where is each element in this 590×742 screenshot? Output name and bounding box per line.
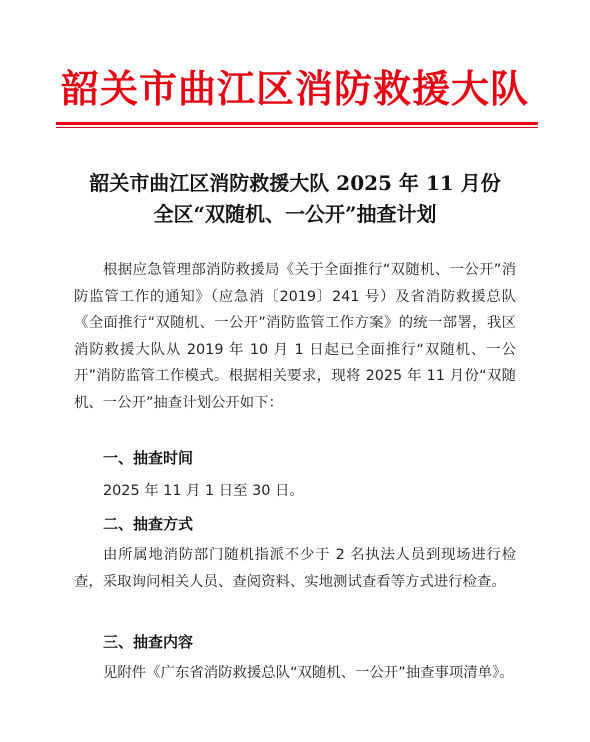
document-title-line-2: 全区“双随机、一公开”抽查计划 xyxy=(153,202,437,226)
document-title-line-1: 韶关市曲江区消防救援大队 2025 年 11 月份 xyxy=(89,171,501,195)
section-heading-method: 二、抽查方式 xyxy=(103,515,194,533)
section-text-method: 由所属地消防部门随机指派不少于 2 名执法人员到现场进行检查，采取询问相关人员、查阅资料、实地测试查看等方式进行检查。 xyxy=(74,547,516,590)
section-heading-content: 三、抽查内容 xyxy=(103,633,194,651)
letterhead-divider-thin xyxy=(56,127,538,128)
section-text-time: 2025 年 11 月 1 日至 30 日。 xyxy=(103,483,304,499)
letterhead-divider-thick xyxy=(56,122,538,125)
section-text-content: 见附件《广东省消防救援总队“双随机、一公开”抽查事项清单》。 xyxy=(103,665,514,681)
section-heading-time: 一、抽查时间 xyxy=(103,449,194,467)
intro-paragraph: 根据应急管理部消防救援局《关于全面推行“双随机、一公开”消防监管工作的通知》（应急消〔2019〕241 号）及省消防救援总队《全面推行“双随机、一公开”消防监管工作方案》的统一部署，我区消防救援大队从 2019 年 10 月 1 日起已全面推行“双随机、一公开”消防监管工作模式。根据相关要求，现将 2025 年 11 月份“双随机、一公开”抽查计划公开如下： xyxy=(74,262,516,411)
letterhead-org-name: 韶关市曲江区消防救援大队 xyxy=(60,66,529,111)
document-title xyxy=(0,168,590,230)
